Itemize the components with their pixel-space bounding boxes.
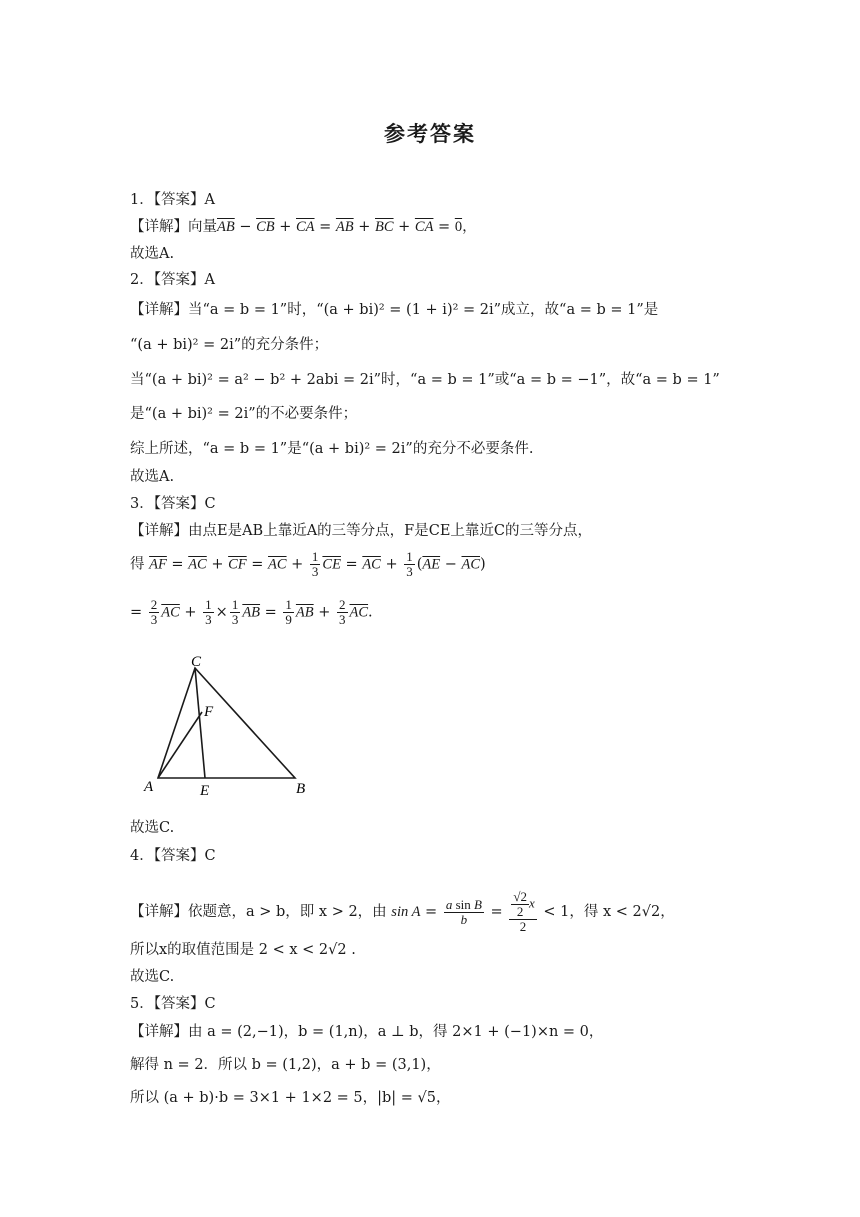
q2-line5: 综上所述，“a = b = 1”是“(a + bi)² = 2i”的充分不必要条件.	[130, 441, 534, 457]
q1-conclusion: 故选A.	[130, 246, 175, 262]
q2-line1: 【详解】当“a = b = 1”时，“(a + bi)² = (1 + i)² = 2i”成立，故“a = b = 1”是	[130, 302, 659, 318]
q5-line3: 所以 (a + b)·b = 3×1 + 1×2 = 5，|b| = √5，	[130, 1090, 451, 1106]
q3-line1: 【详解】由点E是AB上靠近A的三等分点，F是CE上靠近C的三等分点，	[130, 523, 593, 539]
q1-detail-prefix: 【详解】向量	[130, 219, 217, 235]
q1-answer: 1．【答案】A	[130, 192, 215, 208]
q3-line2-prefix: 得	[130, 556, 145, 573]
label-c: C	[191, 654, 202, 670]
triangle-figure	[140, 650, 330, 800]
q4-line2: 所以x的取值范围是 2 < x < 2√2 .	[130, 942, 356, 958]
q4-line1-suffix: ，得 x < 2√2，	[569, 904, 675, 920]
q5-answer: 5．【答案】C	[130, 996, 216, 1012]
page-title: 参考答案	[384, 122, 476, 146]
label-a: A	[144, 779, 154, 795]
q2-line3: 当“(a + bi)² = a² − b² + 2abi = 2i”时，“a = b = 1”或“a = b = −1”，故“a = b = 1”	[130, 372, 720, 388]
label-b: B	[296, 781, 306, 797]
q4-conclusion: 故选C.	[130, 969, 175, 985]
q3-line3: = $\frac{2}{3}$ $\overline{AC}$ + $\frac{1}{3}$ × $\frac{1}{3}$ $\overline{AB}$ = $\frac{1}{9}$ $\overline{AB}$ + $\frac{2}{3}$ $\overline{AC}$.	[130, 597, 373, 627]
q5-line1: 【详解】由 a = (2,−1)，b = (1,n)，a ⊥ b，得 2×1 + (−1)×n = 0，	[130, 1024, 604, 1040]
q2-answer: 2．【答案】A	[130, 272, 215, 288]
q3-conclusion: 故选C.	[130, 820, 175, 836]
q2-conclusion: 故选A.	[130, 469, 175, 485]
label-e: E	[200, 783, 210, 799]
q4-line1-mid: a > b，即 x > 2，由	[246, 904, 387, 920]
q1-detail: 【详解】向量$\overline{AB} - \overline{CB} + \overline{CA} = \overline{AB} + \overline{BC} + \overline{CA} = 0$，	[130, 219, 477, 235]
q2-line4: 是“(a + bi)² = 2i”的不必要条件；	[130, 406, 358, 422]
q3-answer: 3．【答案】C	[130, 496, 216, 512]
q3-line2: 得 $\overline{AF} = \overline{AC} + \overline{CF} = \overline{AC}$ + $\frac{1}{3}$ $\overline{CE} = \overline{AC}$ + $\frac{1}{3}$ $(\overline{AE} - \overline{AC})$	[130, 549, 486, 579]
q5-line2: 解得 n = 2．所以 b = (1,2)，a + b = (3,1)，	[130, 1057, 441, 1073]
q4-line1: 【详解】依题意，a > b，即 x > 2，由 sin A = $\frac{\text{a sin B}}{b}$ = $\frac{√2}{2}$ x 2 < 1，得 x < 2√2，	[130, 889, 675, 934]
q4-line1-prefix: 【详解】依题意，	[130, 904, 246, 920]
label-f: F	[204, 704, 214, 720]
q2-line2: “(a + bi)² = 2i”的充分条件；	[130, 337, 329, 353]
q4-answer: 4．【答案】C	[130, 848, 216, 864]
